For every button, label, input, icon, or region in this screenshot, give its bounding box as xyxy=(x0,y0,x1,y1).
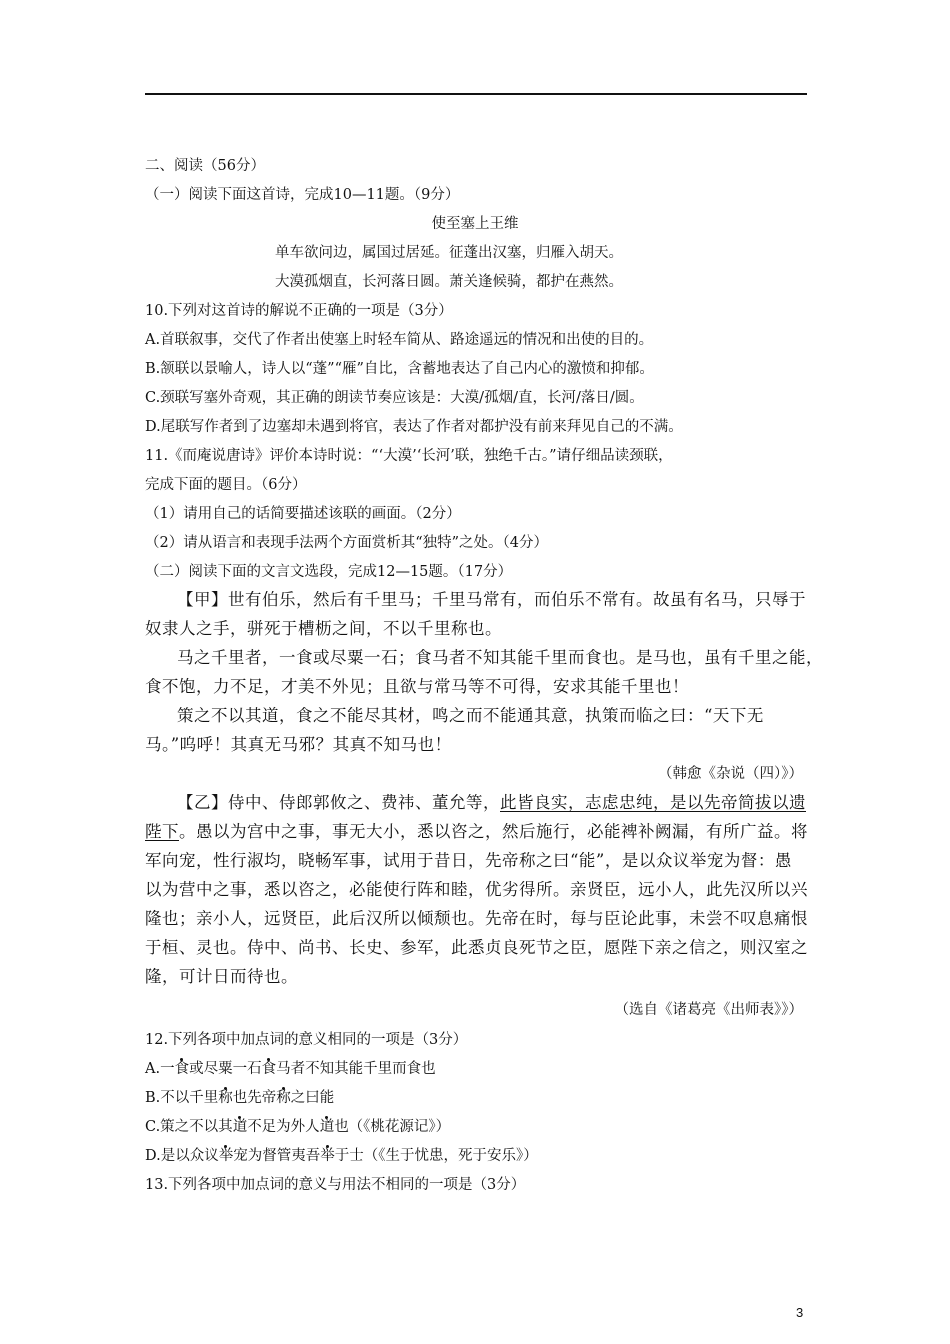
option-text: A.一 xyxy=(145,1061,175,1077)
q10-option-b: B.颔联以景喻人，诗人以“蓬”“雁”自比，含蓄地表达了自己内心的激愤和抑郁。 xyxy=(145,361,654,377)
q12-option-a xyxy=(145,1059,436,1079)
option-text: 之曰能 xyxy=(290,1090,335,1106)
dotted-char: 称 xyxy=(276,1090,291,1106)
yi-underlined-text: 陛下 xyxy=(145,822,179,841)
option-text: 不足为外人 xyxy=(247,1119,320,1135)
option-text: B.不以千里 xyxy=(145,1090,219,1106)
dotted-char: 举 xyxy=(320,1148,335,1164)
jia-paragraph-line: 【甲】世有伯乐，然后有千里马；千里马常有，而伯乐不常有。故虽有名马，只辱于 xyxy=(177,590,806,609)
yi-paragraph-line: 隆也；亲小人，远贤臣，此后汉所以倾颓也。先帝在时，每与臣论此事，未尝不叹息痛恨 xyxy=(145,909,808,928)
q10-option-d: D.尾联写作者到了边塞却未遇到将官，表达了作者对都护没有前来拜见自己的不满。 xyxy=(145,419,683,435)
yi-text: 。愚以为宫中之事，事无大小，悉以咨之，然后施行，必能裨补阙漏，有所广益。将 xyxy=(179,822,808,841)
yi-paragraph-line xyxy=(145,822,808,842)
part2-instruction: （二）阅读下面的文言文选段，完成12—15题。（17分） xyxy=(145,564,513,580)
poem-title: 使至塞上王维 xyxy=(431,216,519,232)
jia-paragraph-line: 奴隶人之手，骈死于槽枥之间，不以千里称也。 xyxy=(145,619,502,638)
q10-option-a: A.首联叙事，交代了作者出使塞上时轻车简从、路途遥远的情况和出使的目的。 xyxy=(145,332,654,348)
option-text: 于士（《生于忧患，死于安乐》） xyxy=(334,1148,538,1164)
dotted-char: 举 xyxy=(218,1148,234,1164)
yi-paragraph-line: 隆，可计日而待也。 xyxy=(145,967,298,986)
jia-paragraph-line: 马。”呜呼！其真无马邪？其真不知马也！ xyxy=(145,735,452,754)
dotted-char: 食 xyxy=(261,1061,277,1077)
dotted-char: 道 xyxy=(319,1119,335,1135)
jia-paragraph-line: 食不饱，力不足，才美不外见；且欲与常马等不可得，安求其能千里也！ xyxy=(145,677,689,696)
q12-stem: 12.下列各项中加点词的意义相同的一项是（3分） xyxy=(145,1032,468,1048)
yi-paragraph-line xyxy=(177,793,806,813)
q11-stem: 11.《而庵说唐诗》评价本诗时说：“‘大漠’‘长河’联，独绝千古。”请仔细品读颈联， xyxy=(145,448,673,464)
part1-instruction: （一）阅读下面这首诗，完成10—11题。（9分） xyxy=(145,187,460,203)
q10-option-c: C.颈联写塞外奇观，其正确的朗读节奏应该是：大漠/孤烟/直，长河/落日/圆。 xyxy=(145,390,644,406)
jia-source: （韩愈《杂说（四）》） xyxy=(658,766,803,782)
option-text: C.策之不以其 xyxy=(145,1119,233,1135)
header-rule xyxy=(145,93,807,95)
yi-text: 【乙】侍中、侍郎郭攸之、费祎、董允等， xyxy=(177,793,500,812)
q12-option-b xyxy=(145,1088,334,1108)
option-text: 马者不知其能千里而食也 xyxy=(276,1061,436,1077)
option-text: D.是以众议 xyxy=(145,1148,219,1164)
q10-stem: 10.下列对这首诗的解说不正确的一项是（3分） xyxy=(145,303,453,319)
q12-option-d xyxy=(145,1146,538,1166)
option-text: 也（《桃花源记》） xyxy=(334,1119,451,1135)
q12-option-c xyxy=(145,1117,450,1137)
yi-paragraph-line: 以为营中之事，悉以咨之，必能使行阵和睦，优劣得所。亲贤臣，远小人，此先汉所以兴 xyxy=(145,880,808,899)
dotted-char: 食 xyxy=(174,1061,190,1077)
yi-underlined-text: 此皆良实，志虑忠纯，是以先帝简拔以遗 xyxy=(500,793,806,812)
q11-sub2: （2）请从语言和表现手法两个方面赏析其“独特”之处。（4分） xyxy=(145,535,549,551)
q11-stem: 完成下面的题目。（6分） xyxy=(145,477,307,493)
poem-line: 单车欲问边，属国过居延。征蓬出汉塞，归雁入胡天。 xyxy=(275,245,623,261)
section-heading: 二、阅读（56分） xyxy=(145,158,265,174)
yi-paragraph-line: 军向宠，性行淑均，晓畅军事，试用于昔日，先帝称之曰“能”，是以众议举宠为督：愚 xyxy=(145,851,792,870)
jia-paragraph-line: 策之不以其道，食之不能尽其材，鸣之而不能通其意，执策而临之曰：“天下无 xyxy=(177,706,764,725)
yi-paragraph-line: 于桓、灵也。侍中、尚书、长史、参军，此悉贞良死节之臣，愿陛下亲之信之，则汉室之 xyxy=(145,938,808,957)
option-text: 或尽粟一石 xyxy=(189,1061,262,1077)
dotted-char: 道 xyxy=(232,1119,248,1135)
jia-paragraph-line: 马之千里者，一食或尽粟一石；食马者不知其能千里而食也。是马也，虽有千里之能， xyxy=(177,648,823,667)
page-number: 3 xyxy=(796,1305,804,1320)
poem-line: 大漠孤烟直，长河落日圆。萧关逢候骑，都护在燕然。 xyxy=(275,274,623,290)
option-text: 宠为督管夷吾 xyxy=(233,1148,321,1164)
q13-stem: 13.下列各项中加点词的意义与用法不相同的一项是（3分） xyxy=(145,1177,526,1193)
yi-source: （选自《诸葛亮《出师表》》） xyxy=(614,1002,803,1018)
dotted-char: 称 xyxy=(218,1090,233,1106)
q11-sub1: （1）请用自己的话简要描述该联的画面。（2分） xyxy=(145,506,461,522)
option-text: 也先帝 xyxy=(232,1090,277,1106)
